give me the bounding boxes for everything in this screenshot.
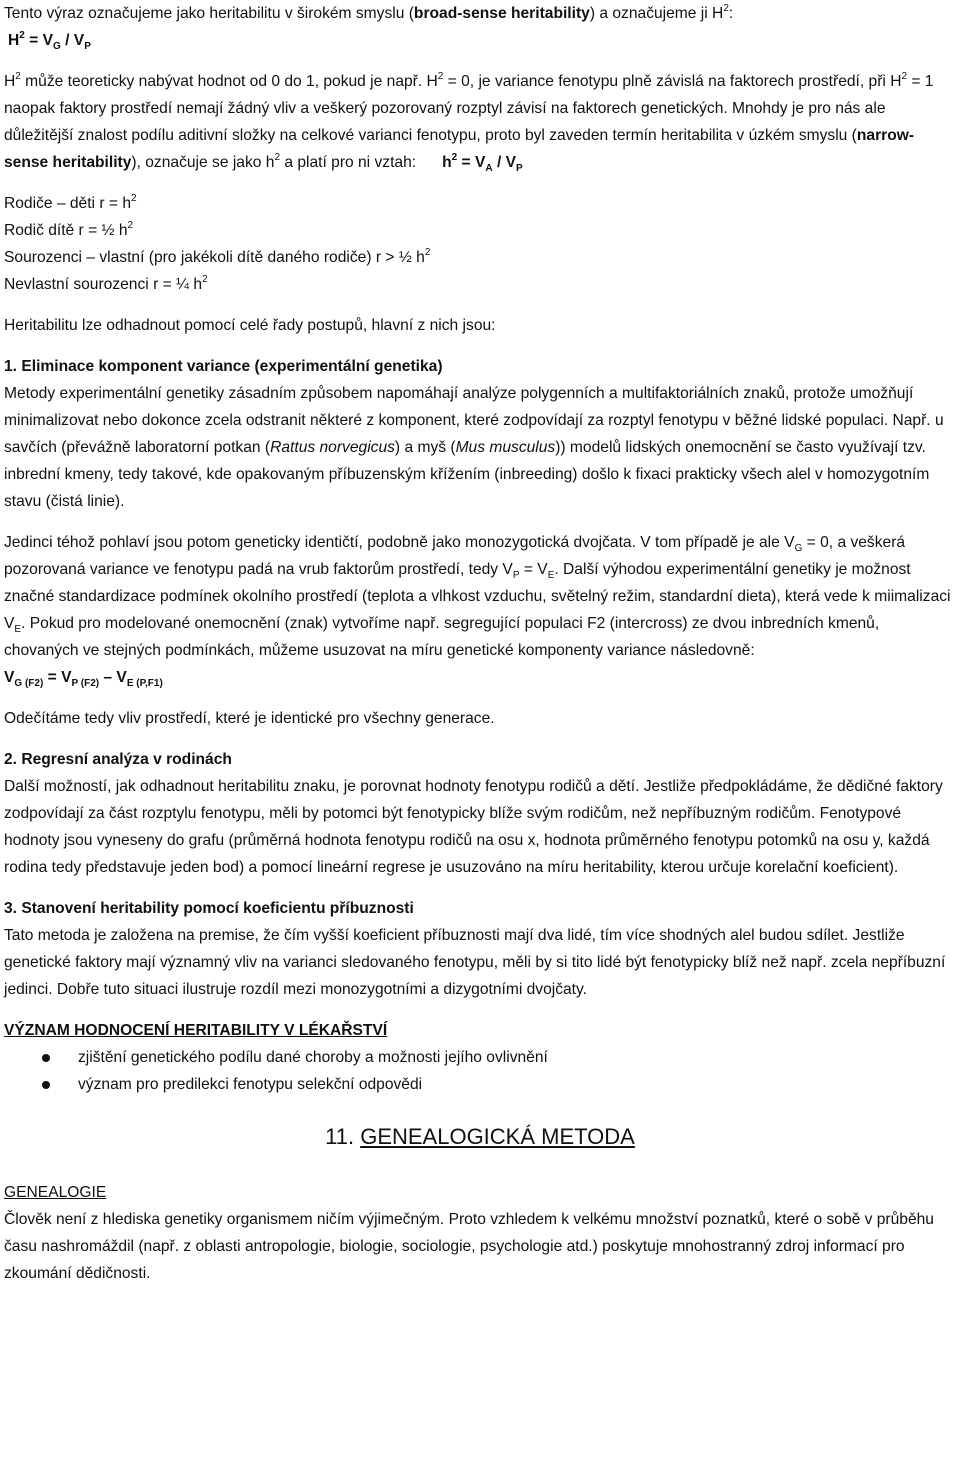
subscript: A bbox=[485, 163, 493, 174]
relation-line bbox=[4, 190, 956, 217]
relation-line bbox=[4, 244, 956, 271]
text: = 0, je variance fenotypu plně závislá na faktorech prostředí, při H bbox=[443, 73, 902, 90]
text: = V bbox=[24, 32, 54, 49]
intro-paragraph-1 bbox=[4, 0, 956, 27]
chapter-title bbox=[4, 1122, 956, 1152]
formula-broad-heritability bbox=[4, 27, 956, 54]
text: – V bbox=[99, 669, 127, 686]
text: ) a myš ( bbox=[394, 439, 456, 456]
text: . Pokud pro modelované onemocnění (znak) vytvoříme např. segregující populaci F2 (intercross) ze dvou inbredních kmenů, chovaných ve stejných podmínkách, můžeme usuzovat na míru genetické komponenty variance následovně: bbox=[4, 615, 880, 659]
superscript: 2 bbox=[15, 71, 21, 82]
superscript: 2 bbox=[424, 247, 431, 258]
subscript: E bbox=[547, 570, 555, 581]
text: : bbox=[728, 5, 734, 22]
text: Nevlastní sourozenci r = ¼ h bbox=[4, 276, 203, 293]
text: ) a označujeme ji H bbox=[589, 5, 724, 22]
subscript: P bbox=[84, 41, 91, 52]
bold-term: narrow-sense heritability bbox=[4, 127, 915, 171]
superscript: 2 bbox=[127, 220, 134, 231]
subscript: E bbox=[14, 624, 22, 635]
text: / V bbox=[492, 154, 517, 171]
superscript: 2 bbox=[131, 193, 137, 204]
relationship-list bbox=[4, 190, 956, 298]
chapter-name: GENEALOGICKÁ METODA bbox=[360, 1124, 635, 1149]
subscript: P bbox=[516, 163, 523, 174]
subscript: G bbox=[794, 543, 803, 554]
section-1-paragraph-2 bbox=[4, 529, 956, 664]
intro-paragraph-2 bbox=[4, 68, 956, 176]
text: )) modelů lidských onemocnění se často využívají tzv. inbrední kmeny, tedy takové, kde opakovaným příbuzenským křížením (inbreeding) došlo k fixaci prakticky všech alel v homozygotním stavu (čistá linie). bbox=[4, 439, 930, 510]
text: = V bbox=[457, 154, 486, 171]
superscript: 2 bbox=[19, 30, 25, 41]
text: Jedinci téhož pohlaví jsou potom geneticky identičtí, podobně jako monozygotická dvojčata. V tom případě je ale V bbox=[4, 534, 795, 551]
section-3-heading: 3. Stanovení heritability pomocí koeficientu příbuznosti bbox=[4, 900, 414, 917]
methods-intro: Heritabilitu lze odhadnout pomocí celé řady postupů, hlavní z nich jsou: bbox=[4, 317, 496, 334]
text: Sourozenci – vlastní (pro jakékoli dítě daného rodiče) r > ½ h bbox=[4, 249, 425, 266]
text: Metody experimentální genetiky zásadním způsobem napomáhají analýze polygenních a multifaktoriálních znaků, protože umožňují minimalizovat nebo dokonce zcela odstranit některé z komponent, které zodpovídají za rozptyl fenotypu v běžné lidské populaci. Např. u savčích (převážně laboratorní potkan ( bbox=[4, 385, 944, 456]
superscript: 2 bbox=[901, 71, 908, 82]
species-name: Rattus norvegicus bbox=[270, 439, 395, 456]
superscript: 2 bbox=[723, 3, 729, 14]
species-name: Mus musculus bbox=[455, 439, 556, 456]
subscript: P (F2) bbox=[71, 678, 100, 689]
text: = V bbox=[43, 669, 72, 686]
text: a platí pro ni vztah: bbox=[280, 154, 421, 171]
text: ), označuje se jako h bbox=[131, 154, 275, 171]
superscript: 2 bbox=[274, 152, 280, 163]
section-1-heading: 1. Eliminace komponent variance (experimentální genetika) bbox=[4, 358, 443, 375]
text: . Další výhodou experimentální genetiky je možnost značné standardizace podmínek okolního prostředí (teplota a vlhkost vzduchu, světelný režim, standardní dieta), která vede k miimalizaci V bbox=[4, 561, 951, 632]
chapter-number: 11. bbox=[325, 1124, 361, 1149]
section-1-paragraph-1 bbox=[4, 380, 956, 515]
superscript: 2 bbox=[437, 71, 444, 82]
relation-line bbox=[4, 271, 956, 298]
section-1-paragraph-3: Odečítáme tedy vliv prostředí, které je identické pro všechny generace. bbox=[4, 710, 495, 727]
text: může teoreticky nabývat hodnot od 0 do 1, pokud je např. H bbox=[20, 73, 438, 90]
genealogy-heading: GENEALOGIE bbox=[4, 1184, 107, 1201]
subscript: G bbox=[53, 41, 61, 52]
text: = 0, a veškerá pozorovaná variance ve fenotypu padá na vrub faktorům prostředí, tedy V bbox=[4, 534, 906, 578]
list-item: význam pro predilekci fenotypu selekční odpovědi bbox=[4, 1071, 956, 1098]
subscript: G (F2) bbox=[14, 678, 44, 689]
text: = V bbox=[519, 561, 548, 578]
text: Tento výraz označujeme jako heritabilitu v širokém smyslu ( bbox=[4, 5, 414, 22]
text: V bbox=[4, 669, 15, 686]
subscript: P bbox=[512, 570, 520, 581]
section-3-paragraph: Tato metoda je založena na premise, že čím vyšší koeficient příbuznosti mají dva lidé, tím více shodných alel budou sdílet. Jestliže genetické faktory mají významný vliv na varianci sledovaného fenotypu, měli by si tito lidé být fenotypicky blíž než např. zcela nepříbuzní jedinci. Dobře tuto situaci ilustruje rozdíl mezi monozygotními a dizygotními dvojčaty. bbox=[4, 927, 946, 998]
text: = 1 naopak faktory prostředí nemají žádný vliv a veškerý pozorovaný rozptyl závisí na faktorech genetických. Mnohdy je pro nás ale důležitější znalost podílu aditivní složky na celkové varianci fenotypu, proto byl zaveden termín heritabilita v úzkém smyslu ( bbox=[4, 73, 934, 144]
text: Rodič dítě r = ½ h bbox=[4, 222, 128, 239]
subscript: E (P,F1) bbox=[126, 678, 163, 689]
text: / V bbox=[60, 32, 85, 49]
section-1-formula bbox=[4, 664, 956, 691]
formula-narrow-heritability bbox=[442, 152, 523, 174]
section-2-heading: 2. Regresní analýza v rodinách bbox=[4, 751, 232, 768]
text: Rodiče – děti r = h bbox=[4, 195, 131, 212]
text: H bbox=[4, 73, 16, 90]
bold-term: broad-sense heritability bbox=[413, 5, 590, 22]
relation-line bbox=[4, 217, 956, 244]
genealogy-paragraph: Člověk není z hlediska genetiky organismem ničím výjimečným. Proto vzhledem k velkému množství poznatků, které o sobě v průběhu času nashromáždil (např. z oblasti antropologie, biologie, sociologie, psychologie atd.) poskytuje mnohostranný zdroj informací pro zkoumání dědičnosti. bbox=[4, 1211, 934, 1282]
text: h bbox=[442, 154, 452, 171]
text: H bbox=[8, 32, 20, 49]
superscript: 2 bbox=[451, 152, 458, 163]
section-2-paragraph: Další možností, jak odhadnout heritabilitu znaku, je porovnat hodnoty fenotypu rodičů a dětí. Jestliže předpokládáme, že dědičné faktory zodpovídají za část rozptylu fenotypu, měli by potomci být fenotypicky blíže svým rodičům, než nepříbuzným rodičům. Fenotypové hodnoty jsou vyneseny do grafu (průměrná hodnota fenotypu rodičů na osu x, hodnota průměrného fenotypu potomků na osu y, každá rodina tedy představuje jeden bod) a pomocí lineární regrese je usuzováno na míru heritability, kterou určuje korelační koeficient). bbox=[4, 778, 943, 876]
list-item: zjištění genetického podílu dané choroby a možnosti jejího ovlivnění bbox=[4, 1044, 956, 1071]
significance-heading: VÝZNAM HODNOCENÍ HERITABILITY V LÉKAŘSTVÍ bbox=[4, 1022, 388, 1039]
superscript: 2 bbox=[202, 274, 208, 285]
significance-list bbox=[4, 1044, 956, 1098]
